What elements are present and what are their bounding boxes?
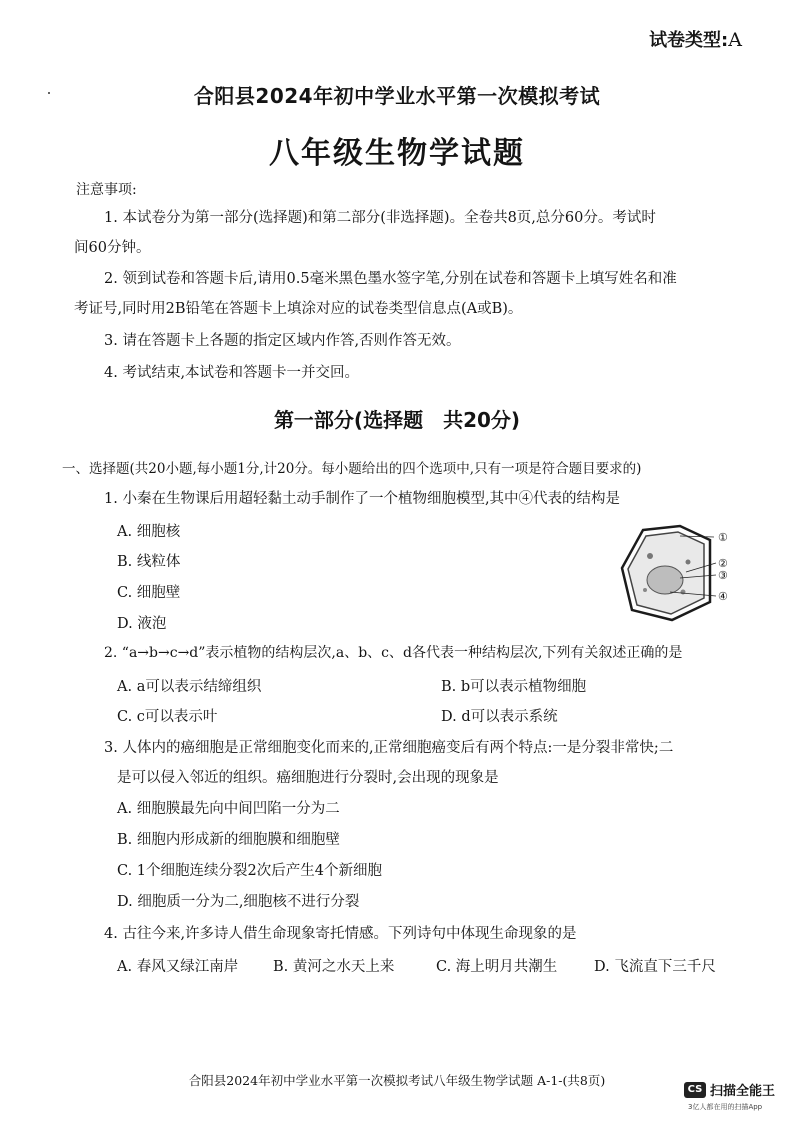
organelle-dot [643,588,647,592]
subject-title: 八年级生物学试题 [269,136,525,171]
camscanner-name: 扫描全能王 [710,1084,776,1099]
notice-item-3: 3. 请在答题卡上各题的指定区域内作答,否则作答无效。 [104,333,461,349]
organelle-dot [647,553,653,559]
paper-type-value: A [728,29,742,51]
question-1-option-c: C. 细胞壁 [117,585,181,601]
notice-item-1-line-2: 间60分钟。 [74,240,151,256]
question-2-text: 2. “a→b→c→d”表示植物的结构层次,a、b、c、d各代表一种结构层次,下列有关叙述正确的是 [104,645,683,661]
section-1-heading: 第一部分(选择题 共20分) [273,408,521,432]
notice-heading: 注意事项: [76,182,137,198]
camscanner-tagline: 3亿人都在用的扫描App [688,1103,763,1111]
question-1-option-d: D. 液泡 [117,616,167,632]
figure-label-2: ② [718,557,728,570]
question-3-option-d: D. 细胞质一分为二,细胞核不进行分裂 [117,894,360,910]
notice-item-1-line-1: 1. 本试卷分为第一部分(选择题)和第二部分(非选择题)。全卷共8页,总分60分。考试时 [104,210,656,226]
question-2-option-d: D. d可以表示系统 [441,709,558,725]
paper-type-label: 试卷类型: [649,30,729,51]
question-1-option-a: A. 细胞核 [117,524,181,540]
question-4-option-a: A. 春风又绿江南岸 [117,959,239,975]
question-3-option-a: A. 细胞膜最先向中间凹陷一分为二 [117,801,340,817]
question-3-text-line-2: 是可以侵入邻近的组织。癌细胞进行分裂时,会出现的现象是 [117,770,499,786]
question-1-option-b: B. 线粒体 [117,554,181,570]
camscanner-logo-icon: CS [684,1082,706,1098]
question-4-text: 4. 古往今来,许多诗人借生命现象寄托情感。下列诗句中体现生命现象的是 [104,926,577,942]
question-4-option-b: B. 黄河之水天上来 [273,959,395,975]
notice-item-2-line-2: 考证号,同时用2B铅笔在答题卡上填涂对应的试卷类型信息点(A或B)。 [74,301,523,317]
question-3-option-c: C. 1个细胞连续分裂2次后产生4个新细胞 [117,863,382,879]
question-1-text: 1. 小秦在生物课后用超轻黏土动手制作了一个植物细胞模型,其中④代表的结构是 [104,491,621,507]
organelle-dot [686,560,691,565]
question-3-option-b: B. 细胞内形成新的细胞膜和细胞壁 [117,832,340,848]
plant-cell-diagram [610,520,745,628]
vacuole-shape [647,566,683,594]
question-2-option-c: C. c可以表示叶 [117,709,218,725]
section-1-instruction: 一、选择题(共20小题,每小题1分,计20分。每小题给出的四个选项中,只有一项是符合题目要求的) [62,461,642,477]
question-2-option-a: A. a可以表示结缔组织 [117,679,262,695]
paper-type [649,26,742,52]
figure-label-4: ④ [718,590,728,603]
figure-label-1: ① [718,531,728,544]
figure-label-3: ③ [718,569,728,582]
question-3-text-line-1: 3. 人体内的癌细胞是正常细胞变化而来的,正常细胞癌变后有两个特点:一是分裂非常快;二 [104,740,674,756]
question-2-option-b: B. b可以表示植物细胞 [441,679,587,695]
exam-title: 合阳县2024年初中学业水平第一次模拟考试 [193,84,601,108]
organelle-dot [681,590,686,595]
notice-item-2-line-1: 2. 领到试卷和答题卡后,请用0.5毫米黑色墨水签字笔,分别在试卷和答题卡上填写姓名和准 [104,271,677,287]
question-4-option-d: D. 飞流直下三千尺 [594,959,716,975]
page-footer: 合阳县2024年初中学业水平第一次模拟考试八年级生物学试题 A-1-(共8页) [188,1073,606,1088]
notice-item-4: 4. 考试结束,本试卷和答题卡一并交回。 [104,365,360,381]
question-4-option-c: C. 海上明月共潮生 [436,959,558,975]
